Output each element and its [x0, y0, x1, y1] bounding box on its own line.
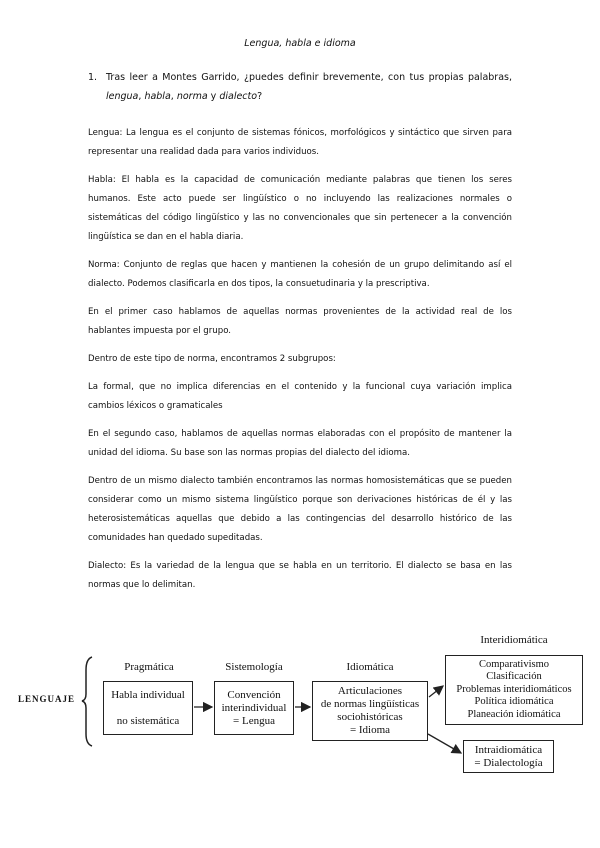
- term-norma: norma: [176, 91, 208, 102]
- question-number: 1.: [88, 72, 98, 83]
- box-line: sociohistóricas: [337, 711, 403, 723]
- sep: ,: [170, 91, 177, 102]
- paragraph-norma: Norma: Conjunto de reglas que hacen y mantienen la cohesión de un grupo delimitando así el dialecto. Podemos clasificarla en dos tipos, la consuetudinaria y la prescriptiva.: [88, 260, 512, 289]
- paragraph-dialecto: Dialecto: Es la variedad de la lengua que se habla en un territorio. El dialecto se basa en las normas que lo delimitan.: [88, 561, 512, 590]
- box-line: Habla individual: [111, 688, 185, 701]
- brace-icon: [82, 657, 92, 746]
- paragraph: La formal, que no implica diferencias en el contenido y la funcional cuya variación implica cambios léxicos o gramaticales: [88, 382, 512, 411]
- sistemologia-label: Sistemología: [225, 661, 283, 673]
- sep: ,: [138, 91, 145, 102]
- box-line: no sistemática: [116, 714, 180, 727]
- sistemologia-box: [214, 681, 294, 735]
- paragraph: En el segundo caso, hablamos de aquellas normas elaboradas con el propósito de mantener la unidad del idioma. Su base son las normas propias del dialecto del idioma.: [88, 429, 512, 458]
- interidiomatica-label: Interidiomática: [480, 634, 548, 646]
- term-habla: habla: [144, 91, 171, 102]
- paragraph-lengua: Lengua: La lengua es el conjunto de sistemas fónicos, morfológicos y sintáctico que sirven para representar una realidad dada para varios individuos.: [88, 128, 512, 157]
- root-label: LENGUAJE: [18, 694, 76, 704]
- paragraph-habla: Habla: El habla es la capacidad de comunicación mediante palabras que tienen los seres humanos. Este acto puede ser lingüístico o no incluyendo las realizaciones normales o sistemáticas del código lingüístico y las no convencionales que sin pertenecer a la convención lingüística se dan en el habla diaria.: [88, 175, 512, 242]
- box-line: = Dialectología: [474, 756, 543, 769]
- box-line: = Idioma: [349, 724, 391, 736]
- term-dialecto: dialecto: [219, 91, 258, 102]
- term-lengua: lengua: [106, 91, 139, 102]
- box-line: Clasificación: [486, 671, 542, 683]
- interidiomatica-box: [445, 655, 583, 725]
- idiomatica-label: Idiomática: [346, 661, 394, 673]
- paragraph: Dentro de un mismo dialecto también encontramos las normas homosistemáticas que se pueden considerar como un mismo sistema lingüístico porque son derivaciones históricas de él y las heterosistemáticas aquellas que debido a las contingencias del desarrollo histórico de las comunidades han quedado supeditadas.: [88, 476, 512, 543]
- sep: ?: [257, 91, 263, 102]
- paragraph: Dentro de este tipo de norma, encontramos 2 subgrupos:: [88, 354, 336, 364]
- box-line: Convención: [227, 688, 281, 701]
- box-line: Comparativismo: [479, 658, 549, 670]
- box-line: Articulaciones: [337, 685, 403, 697]
- box-line: interindividual: [221, 701, 287, 714]
- pragmatica-label: Pragmática: [124, 661, 174, 673]
- question-text: Tras leer a Montes Garrido, ¿puedes definir brevemente, con tus propias palabras,: [106, 72, 512, 83]
- box-line: de normas lingüísticas: [320, 698, 420, 710]
- pragmatica-box: [103, 681, 193, 735]
- box-line: Intraidiomática: [474, 743, 543, 756]
- sep: y: [207, 91, 220, 102]
- box-line: Problemas interidiomáticos: [456, 683, 572, 695]
- document-title: Lengua, habla e idioma: [244, 38, 356, 49]
- box-line: Planeación idiomática: [467, 708, 561, 720]
- box-line: = Lengua: [233, 714, 275, 727]
- idiomatica-box: [312, 681, 428, 741]
- intraidiomatica-box: [463, 740, 554, 773]
- box-line: Política idiomática: [474, 696, 554, 708]
- paragraph: En el primer caso hablamos de aquellas normas provenientes de la actividad real de los hablantes impuesta por el grupo.: [88, 307, 512, 336]
